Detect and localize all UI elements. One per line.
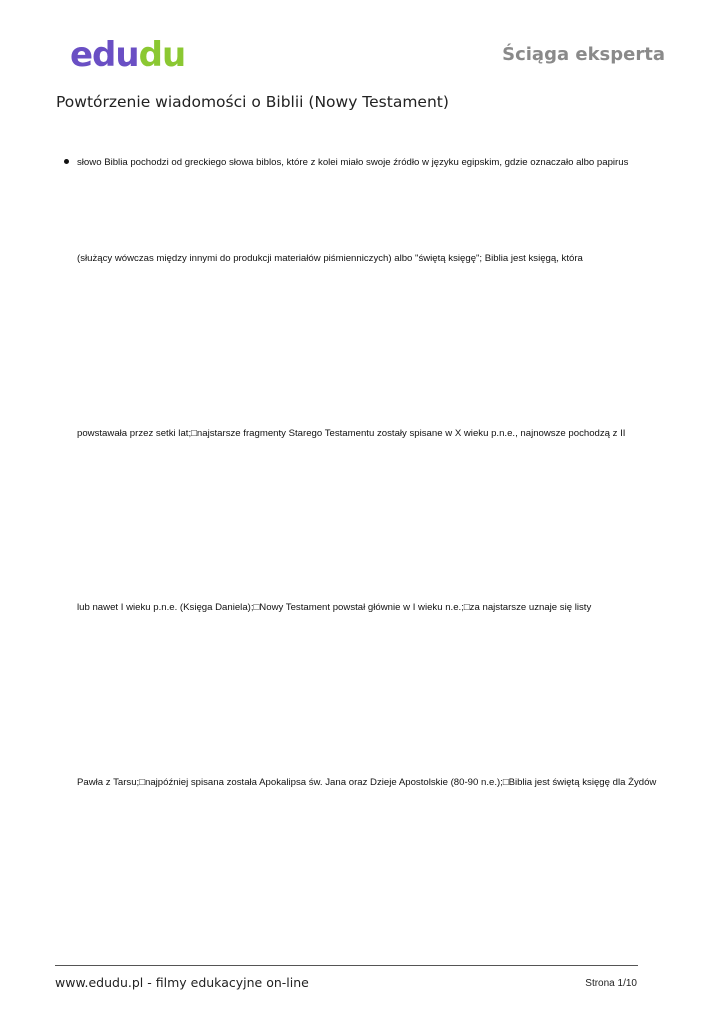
footer-site-link[interactable]: www.edudu.pl - filmy edukacyjne on-line — [55, 975, 309, 990]
header-tagline: Ściąga eksperta — [502, 44, 665, 65]
text-line-2: (służący wówczas między innymi do produkcji materiałów piśmienniczych) albo "świętą księgę"; Biblia jest księgą, która — [77, 253, 583, 264]
edudu-logo[interactable] — [70, 35, 186, 75]
page-title: Powtórzenie wiadomości o Biblii (Nowy Testament) — [56, 93, 449, 111]
text-line-3: powstawała przez setki lat;□najstarsze fragmenty Starego Testamentu zostały spisane w X wieku p.n.e., najnowsze pochodzą z II — [77, 428, 626, 439]
bullet-icon — [64, 159, 69, 164]
text-line-4: lub nawet I wieku p.n.e. (Księga Daniela);□Nowy Testament powstał głównie w I wieku n.e.;□za najstarsze uznaje się listy — [77, 602, 592, 613]
footer-divider — [55, 965, 638, 966]
footer-page-number: Strona 1/10 — [585, 978, 637, 989]
logo-part-edu: edu — [70, 35, 139, 75]
logo-part-du: du — [138, 35, 186, 75]
text-line-1: słowo Biblia pochodzi od greckiego słowa biblos, które z kolei miało swoje źródło w języku egipskim, gdzie oznaczało albo papirus — [77, 157, 629, 168]
text-line-5: Pawła z Tarsu;□najpóźniej spisana została Apokalipsa św. Jana oraz Dzieje Apostolskie (80-90 n.e.);□Biblia jest świętą księgę dla Żydów — [77, 777, 657, 788]
